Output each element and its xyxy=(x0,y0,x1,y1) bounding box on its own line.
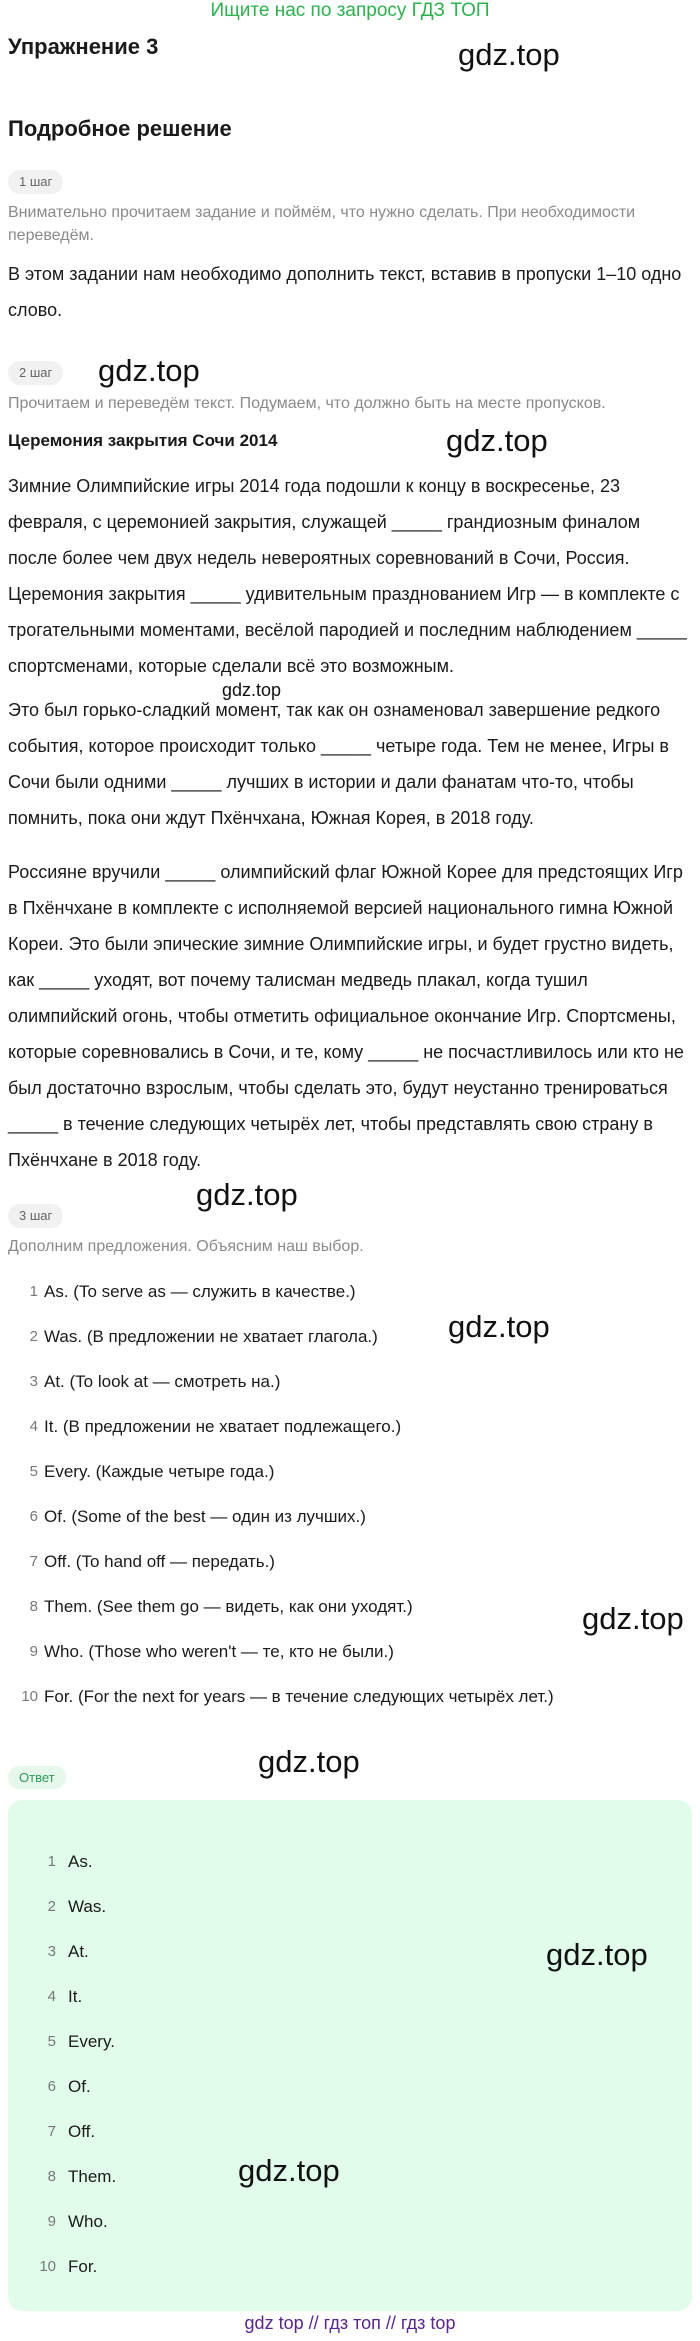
list-item: Them. xyxy=(68,2167,117,2186)
footer-links[interactable]: gdz top // гдз топ // гдз top xyxy=(244,2313,456,2333)
watermark: gdz.top xyxy=(222,680,282,700)
list-item-number: 4 xyxy=(29,1418,38,1435)
text-paragraph: Россияне вручили _____ олимпийский флаг Южной Корее для предстоящих Игр в Пхёнчхане в комплекте с исполняемой версией национального гимна Южной Кореи. Это были эпические зимние Олимпийские игры, и будет грустно видеть, как _____ уходят, вот почему талисман медведь плакал, когда тушил олимпийский огонь, чтобы отметить официальное окончание Игр. Спортсмены, которые соревновались в Сочи, и те, кому _____ не посчастливилось или кто не был достаточно взрослым, чтобы сделать это, будут неустанно тренироваться _____ в течение следующих четырёх лет, чтобы представлять свою страну в Пхёнчхане в 2018 году. xyxy=(8,862,684,1170)
page-title: Упражнение 3 xyxy=(8,34,159,59)
watermark: gdz.top xyxy=(458,37,560,72)
list-item: As. xyxy=(68,1852,93,1871)
list-item-number: 2 xyxy=(47,1898,56,1915)
step-badge: 2 шаг xyxy=(8,361,63,385)
watermark: gdz.top xyxy=(196,1177,298,1212)
list-item-number: 10 xyxy=(39,2258,56,2275)
list-item-number: 8 xyxy=(47,2168,56,2185)
list-item-number: 5 xyxy=(29,1463,38,1480)
list-item: Was. (В предложении не хватает глагола.) xyxy=(44,1327,378,1346)
watermark: gdz.top xyxy=(258,1744,360,1779)
list-item-number: 6 xyxy=(47,2078,56,2095)
watermark: gdz.top xyxy=(546,1937,648,1972)
watermark: gdz.top xyxy=(98,353,200,388)
section-title: Подробное решение xyxy=(8,116,232,141)
list-item: It. (В предложении не хватает подлежащего.) xyxy=(44,1417,402,1436)
step-note: Внимательно прочитаем задание и поймём, что нужно сделать. При необходимости переведём. xyxy=(8,204,636,244)
list-item-number: 7 xyxy=(29,1553,38,1570)
list-item: Off. (To hand off — передать.) xyxy=(44,1552,275,1571)
step-note: Дополним предложения. Объясним наш выбор. xyxy=(8,1238,364,1255)
list-item-number: 8 xyxy=(29,1598,38,1615)
list-item: Was. xyxy=(68,1897,107,1916)
watermark: gdz.top xyxy=(238,2153,340,2188)
step-badge: 3 шаг xyxy=(8,1204,63,1228)
list-item: Of. xyxy=(68,2077,91,2096)
list-item: It. xyxy=(68,1987,83,2006)
step-text: В этом задании нам необходимо дополнить текст, вставив в пропуски 1–10 одно слово. xyxy=(8,264,682,320)
list-item-number: 5 xyxy=(47,2033,56,2050)
search-banner[interactable]: Ищите нас по запросу ГДЗ ТОП xyxy=(210,0,490,21)
list-item: Every. (Каждые четыре года.) xyxy=(44,1462,275,1481)
text-paragraph: Это был горько-сладкий момент, так как он ознаменовал завершение редкого события, которое происходит только _____ четыре года. Тем не менее, Игры в Сочи были одними _____ лучших в истории и дали фанатам что-то, чтобы помнить, пока они ждут Пхёнчхана, Южная Корея, в 2018 году. xyxy=(8,700,669,828)
list-item: At. xyxy=(68,1942,89,1961)
list-item: Of. (Some of the best — один из лучших.) xyxy=(44,1507,366,1526)
list-item-number: 10 xyxy=(21,1688,38,1705)
list-item-number: 6 xyxy=(29,1508,38,1525)
list-item-number: 7 xyxy=(47,2123,56,2140)
list-item: For. (For the next for years — в течение следующих четырёх лет.) xyxy=(44,1687,554,1706)
list-item: Them. (See them go — видеть, как они уходят.) xyxy=(44,1597,413,1616)
answer-box xyxy=(8,1800,692,2311)
list-item-number: 4 xyxy=(47,1988,56,2005)
watermark: gdz.top xyxy=(446,423,548,458)
list-item-number: 9 xyxy=(29,1643,38,1660)
step-badge: 1 шаг xyxy=(8,170,63,194)
list-item-number: 3 xyxy=(29,1373,38,1390)
list-item-number: 1 xyxy=(29,1283,38,1300)
list-item: As. (To serve as — служить в качестве.) xyxy=(44,1282,356,1301)
watermark: gdz.top xyxy=(582,1601,684,1636)
list-item: For. xyxy=(68,2257,98,2276)
text-heading: Церемония закрытия Сочи 2014 xyxy=(8,431,278,450)
list-item: Every. xyxy=(68,2032,115,2051)
answer-badge: Ответ xyxy=(8,1766,66,1789)
step-note: Прочитаем и переведём текст. Подумаем, что должно быть на месте пропусков. xyxy=(8,395,606,412)
watermark: gdz.top xyxy=(448,1309,550,1344)
list-item-number: 2 xyxy=(29,1328,38,1345)
list-item: Who. xyxy=(68,2212,108,2231)
list-item-number: 9 xyxy=(47,2213,56,2230)
list-item: Off. xyxy=(68,2122,96,2141)
list-item: At. (To look at — смотреть на.) xyxy=(44,1372,281,1391)
list-item-number: 3 xyxy=(47,1943,56,1960)
text-paragraph: Зимние Олимпийские игры 2014 года подошли к концу в воскресенье, 23 февраля, с церемонией закрытия, служащей _____ грандиозным финалом после более чем двух недель невероятных соревнований в Сочи, Россия. Церемония закрытия _____ удивительным празднованием Игр — в комплекте с трогательными моментами, весёлой пародией и последним наблюдением _____ спортсменами, которые сделали всё это возможным. xyxy=(8,476,687,676)
list-item: Who. (Those who weren't — те, кто не были.) xyxy=(44,1642,394,1661)
list-item-number: 1 xyxy=(47,1853,56,1870)
